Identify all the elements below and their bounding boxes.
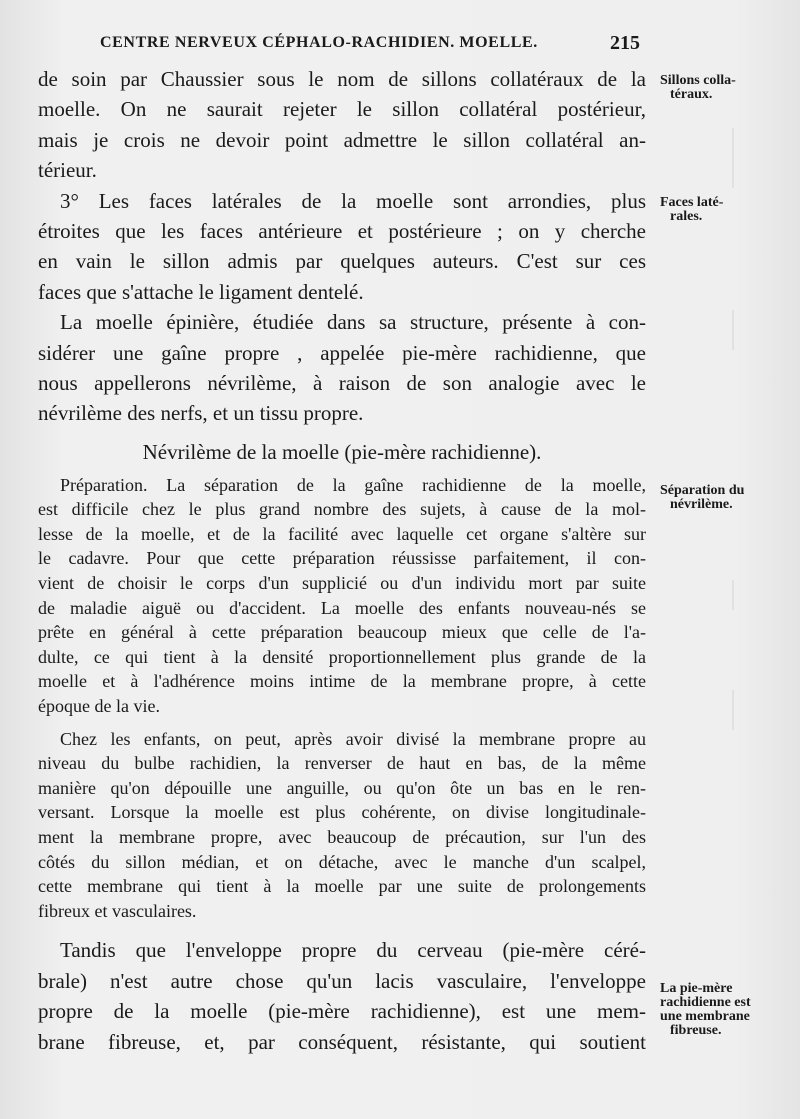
text-line: térieur. [38,158,97,183]
text-line: Préparation. La séparation de la gaîne rachidienne de la moelle, [60,474,646,495]
page-number: 215 [610,32,640,54]
text-line: de maladie aiguë ou d'accident. La moelle des enfants nouveau-nés se [38,597,646,618]
margin-note: La pie-mère [660,981,733,996]
text-line: versant. Lorsque la moelle est plus cohérente, on divise longitudinale- [38,802,646,823]
text-line: vient de choisir le corps d'un supplicié ou d'un individu mort par suite [38,573,646,594]
text-line: nous appellerons névrilème, à raison de son analogie avec le [38,370,646,395]
text-line: moelle et à l'adhérence moins intime de la membrane propre, à cette [38,671,646,692]
text-line: ment la membrane propre, avec beaucoup de précaution, sur l'un des [38,827,646,847]
margin-note: rales. [670,209,703,224]
text-line: brane fibreuse, et, par conséquent, résistante, qui soutient [38,1029,646,1054]
text-line: faces que s'attache le ligament dentelé. [38,279,364,304]
text-line: époque de la vie. [38,696,160,717]
margin-note: Séparation du [660,483,745,498]
text-line: prête en général à cette préparation beaucoup mieux que celle de l'a- [38,622,646,643]
text-line: fibreux et vasculaires. [38,900,197,921]
margin-note: fibreuse. [670,1023,722,1038]
running-head: CENTRE NERVEUX CÉPHALO-RACHIDIEN. MOELLE. [100,34,538,51]
text-line: Chez les enfants, on peut, après avoir divisé la membrane propre au [60,728,646,749]
margin-note: Faces laté- [660,195,724,210]
text-line: côtés du sillon médian, et on détache, avec le manche d'un scalpel, [38,851,646,872]
text-line: sidérer une gaîne propre , appelée pie-mère rachidienne, que [38,340,646,365]
margin-note: une membrane [660,1009,750,1024]
bleed-through [672,310,734,350]
text-line: propre de la moelle (pie-mère rachidienne), est une mem- [38,999,646,1024]
text-line: manière qu'on dépouille une anguille, ou qu'on ôte un bas en le ren- [38,777,646,798]
text-line: le cadavre. Pour que cette préparation réussisse parfaitement, il con- [38,548,646,569]
margin-note: téraux. [670,87,713,102]
text-line: est difficile chez le plus grand nombre des sujets, à cause de la mol- [38,499,646,520]
text-line: brale) n'est autre chose qu'un lacis vasculaire, l'enveloppe [38,968,646,993]
section-heading: Névrilème de la moelle (pie-mère rachidienne). [142,439,542,464]
main-text [38,64,646,1057]
text-line: mais je crois ne devoir point admettre le sillon collatéral an- [38,127,646,152]
margin-note: Sillons colla- [660,73,736,88]
text-line: Tandis que l'enveloppe propre du cerveau (pie-mère céré- [60,938,646,963]
text-line: de soin par Chaussier sous le nom de sillons collatéraux de la [38,67,646,91]
text-line: dulte, ce qui tient à la densité proportionnellement plus grande de la [38,646,646,667]
text-line: en vain le sillon admis par quelques auteurs. C'est sur ces [38,249,646,274]
margin-note: névrilème. [670,497,733,512]
text-line: La moelle épinière, étudiée dans sa structure, présente à con- [60,310,646,335]
text-line: moelle. On ne saurait rejeter le sillon collatéral postérieur, [38,97,646,122]
text-line: 3° Les faces latérales de la moelle sont arrondies, plus [60,188,646,213]
text-line: étroites que les faces antérieure et postérieure ; on y cherche [38,218,646,243]
text-line: lesse de la moelle, et de la facilité avec laquelle cet organe s'altère sur [38,523,646,544]
bleed-through [672,128,734,188]
text-line: névrilème des nerfs, et un tissu propre. [38,401,364,426]
text-line: niveau du bulbe rachidien, la renverser de haut en bas, de la même [38,753,646,774]
margin-note: rachidienne est [660,995,751,1010]
page-header [100,32,640,58]
text-line: cette membrane qui tient à la moelle par une suite de prolongements [38,876,646,897]
bleed-through [672,690,734,730]
bleed-through [672,580,734,610]
